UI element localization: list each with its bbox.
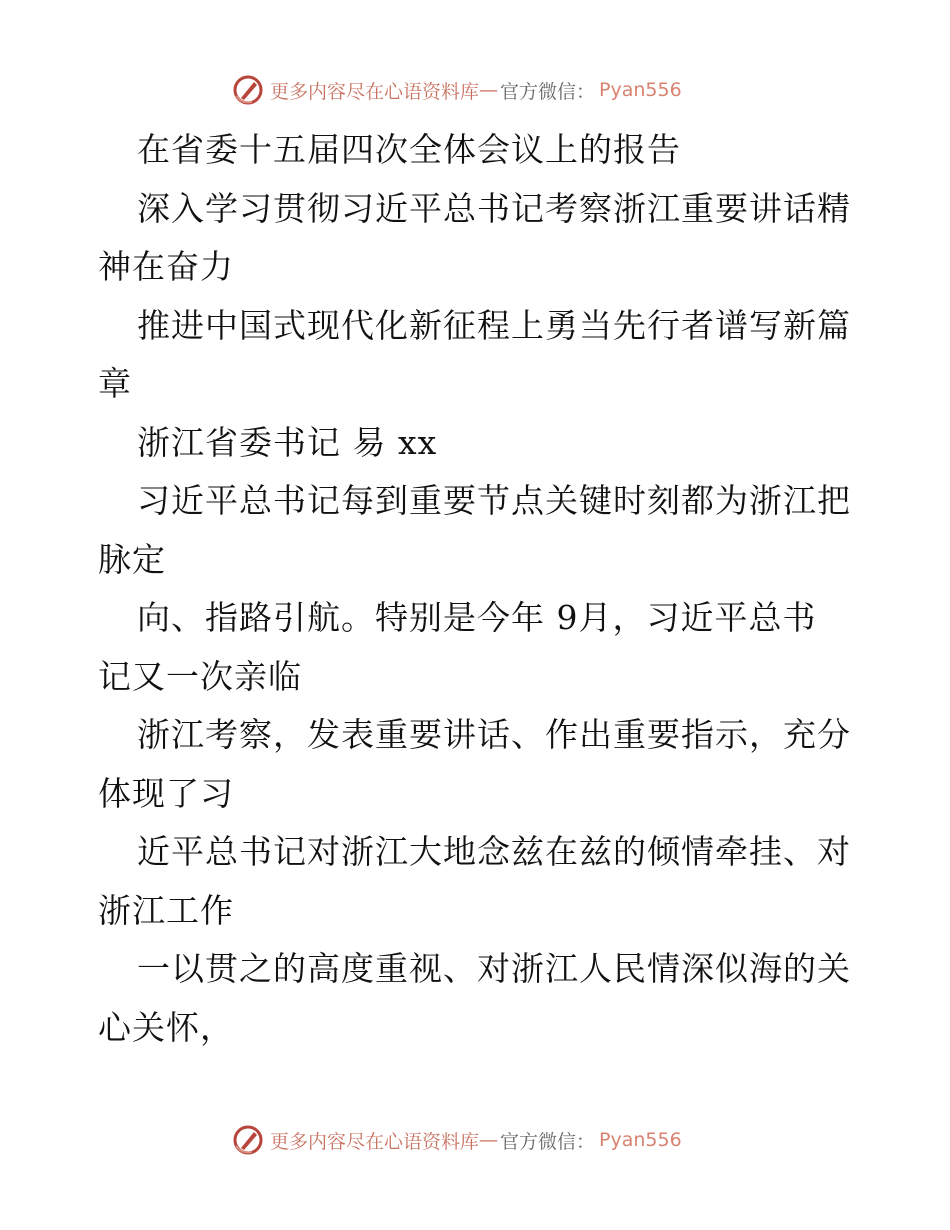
pen-logo-icon [232,74,264,106]
watermark-wechat-id: Pyan556 [599,79,682,101]
text-line: 浙江考察，发表重要讲话、作出重要指示，充分 [137,715,851,754]
text-line: 推进中国式现代化新征程上勇当先行者谱写新篇 [137,305,851,345]
watermark-dash: — [479,1129,499,1151]
pen-logo-icon [232,1124,264,1156]
text-line: 心关怀， [98,1007,234,1047]
watermark-site-text: 更多内容尽在心语资料库 [270,1130,480,1153]
watermark-wechat-id: Pyan556 [599,1129,682,1151]
document-body [98,121,898,1057]
text-line: 浙江省委书记 易 xx [137,422,438,462]
text-line: 在省委十五届四次全体会议上的报告 [137,130,681,169]
footer-watermark [232,1122,682,1158]
text-line: 脉定 [98,539,166,579]
watermark-dash: — [479,79,499,101]
text-line: 习近平总书记每到重要节点关键时刻都为浙江把 [137,481,851,520]
text-line: 深入学习贯彻习近平总书记考察浙江重要讲话精 [137,188,851,228]
text-line: 体现了习 [98,773,234,813]
text-line: 近平总书记对浙江大地念兹在兹的倾情牵挂、对 [137,832,851,871]
watermark-wechat-label: 官方微信： [500,80,596,103]
watermark-site-text: 更多内容尽在心语资料库 [270,80,480,103]
text-line: 向、指路引航。特别是今年 9月，习近平总书 [137,598,817,637]
text-line: 神在奋力 [98,247,234,286]
text-line: 记又一次亲临 [98,656,302,696]
watermark-wechat-label: 官方微信： [500,1130,596,1153]
text-line: 章 [98,364,132,403]
text-line: 一以贯之的高度重视、对浙江人民情深似海的关 [137,949,851,988]
header-watermark [232,72,682,108]
text-line: 浙江工作 [98,890,234,930]
